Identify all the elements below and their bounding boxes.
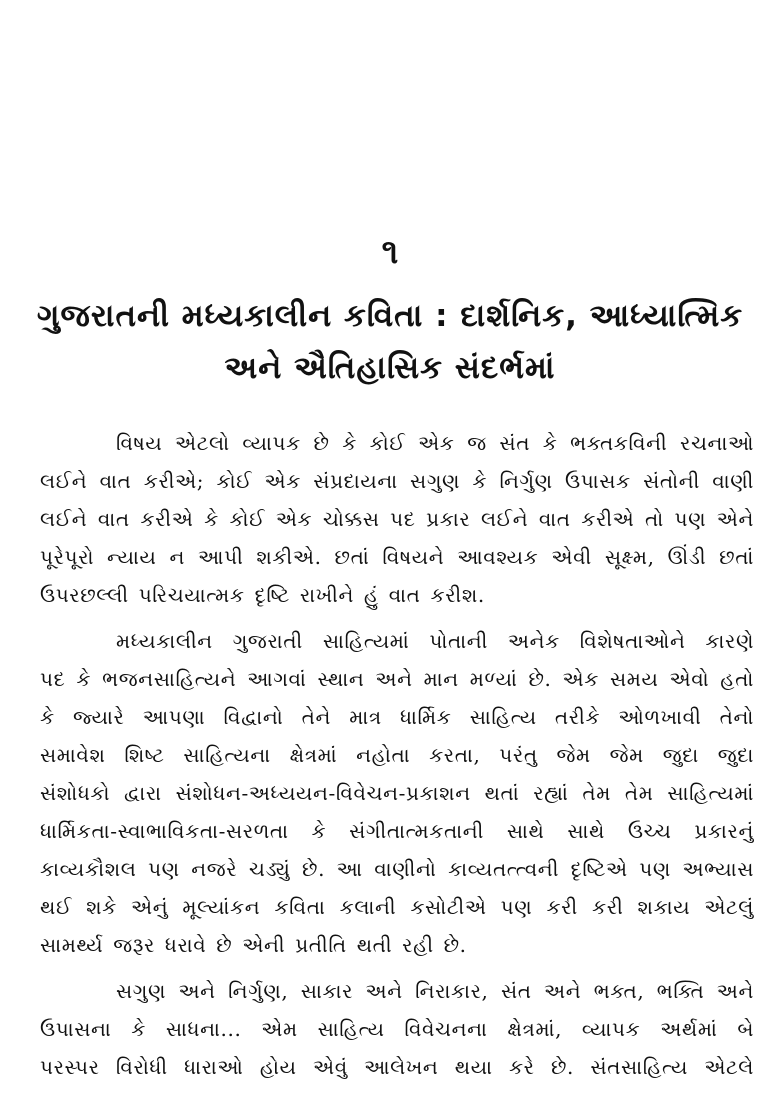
chapter-title-line: ગુજરાતની મધ્યકાલીન કવિતા : દાર્શનિક, આધ્યાત્મિક	[36, 298, 744, 334]
text-line: સંશોધકો દ્વારા સંશોધન-અધ્યયન-વિવેચન-પ્રકાશન થતાં રહ્યાં તેમ તેમ સાહિત્યમાં	[40, 781, 754, 805]
text-line: સમાવેશ શિષ્ટ સાહિત્યના ક્ષેત્રમાં નહોતા કરતા, પરંતુ જેમ જેમ જુદા જુદા	[40, 743, 754, 767]
text-line: સગુણ અને નિર્ગુણ, સાકાર અને નિરાકાર, સંત અને ભક્ત, ભક્તિ અને	[116, 979, 754, 1003]
text-line: લઈને વાત કરીએ કે કોઈ એક ચોક્કસ પદ પ્રકાર લઈને વાત કરીએ તો પણ એને	[40, 507, 754, 531]
text-line: ઉપાસના કે સાધના... એમ સાહિત્ય વિવેચનના ક્ષેત્રમાં, વ્યાપક અર્થમાં બે	[40, 1017, 754, 1041]
text-line: વિષય એટલો વ્યાપક છે કે કોઈ એક જ સંત કે ભક્તકવિની રચનાઓ	[116, 431, 754, 455]
text-line: કે જ્યારે આપણા વિદ્વાનો તેને માત્ર ધાર્મિક સાહિત્ય તરીકે ઓળખાવી તેનો	[40, 705, 754, 729]
paragraph	[40, 972, 754, 1086]
text-line: મધ્યકાલીન ગુજરાતી સાહિત્યમાં પોતાની અનેક વિશેષતાઓને કારણે	[116, 629, 754, 653]
body-text	[40, 424, 754, 1086]
text-line: ધાર્મિકતા-સ્વાભાવિકતા-સરળતા કે સંગીતાત્મકતાની સાથે સાથે ઉચ્ચ પ્રકારનું	[40, 819, 754, 843]
paragraph	[40, 424, 754, 614]
text-line: પરસ્પર વિરોધી ધારાઓ હોય એવું આલેખન થયા કરે છે. સંતસાહિત્ય એટલે	[40, 1055, 754, 1079]
text-line: કાવ્યકૌશલ પણ નજરે ચડ્યું છે. આ વાણીનો કાવ્યતત્ત્વની દૃષ્ટિએ પણ અભ્યાસ	[40, 857, 754, 881]
chapter-title	[20, 290, 760, 394]
paragraph	[40, 622, 754, 964]
text-line: લઈને વાત કરીએ; કોઈ એક સંપ્રદાયના સગુણ કે નિર્ગુણ ઉપાસક સંતોની વાણી	[40, 469, 754, 493]
chapter-number: ૧	[381, 232, 399, 272]
text-line: પદ કે ભજનસાહિત્યને આગવાં સ્થાન અને માન મળ્યાં છે. એક સમય એવો હતો	[40, 667, 754, 691]
text-line: ઉપરછલ્લી પરિચયાત્મક દૃષ્ટિ રાખીને હું વાત કરીશ.	[40, 583, 485, 607]
chapter-title-line: અને ઐતિહાસિક સંદર્ભમાં	[224, 350, 556, 386]
text-line: પૂરેપૂરો ન્યાય ન આપી શકીએ. છતાં વિષયને આવશ્યક એવી સૂક્ષ્મ, ઊંડી છતાં	[40, 545, 754, 569]
text-line: સામર્થ્ય જરૂર ધરાવે છે એની પ્રતીતિ થતી રહી છે.	[40, 933, 467, 957]
text-line: થઈ શકે એનું મૂલ્યાંકન કવિતા કલાની કસોટીએ પણ કરી કરી શકાય એટલું	[40, 895, 754, 919]
